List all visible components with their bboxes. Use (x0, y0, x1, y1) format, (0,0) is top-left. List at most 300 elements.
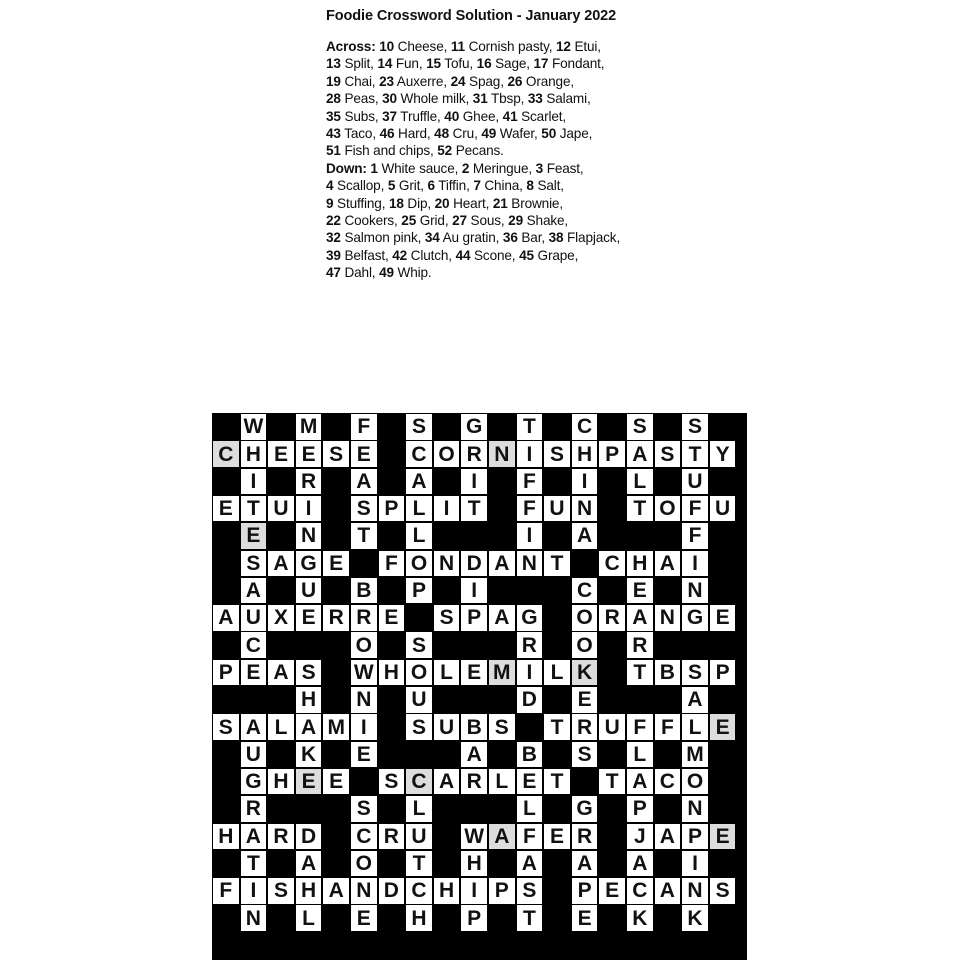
grid-cell: C (406, 441, 432, 467)
grid-cell: N (682, 796, 708, 822)
grid-cell: R (323, 605, 349, 631)
grid-cell: O (351, 632, 377, 658)
grid-cell: H (379, 660, 405, 686)
crossword-grid (212, 413, 747, 960)
grid-cell: L (268, 714, 294, 740)
grid-cell: G (296, 551, 322, 577)
clue-number: 10 (379, 39, 395, 54)
grid-cell: D (517, 687, 543, 713)
grid-cell: B (517, 742, 543, 768)
clue-number: 46 (379, 126, 395, 142)
grid-cell: A (296, 714, 322, 740)
grid-cell: U (682, 469, 708, 495)
grid-cell: H (461, 851, 487, 877)
grid-cell: A (655, 824, 681, 850)
clue-number: 50 (541, 126, 557, 142)
clue-number: 22 (326, 213, 341, 229)
clue-number: 51 (326, 143, 341, 159)
grid-cell: T (544, 769, 570, 795)
clue-number: 47 (326, 265, 341, 281)
grid-cell: R (599, 605, 625, 631)
clue-number: 33 (527, 91, 543, 107)
grid-cell: C (351, 824, 377, 850)
grid-cell: T (544, 714, 570, 740)
grid-cell: D (379, 878, 405, 904)
clue-number: 19 (326, 73, 341, 89)
clue-number: 35 (326, 108, 341, 124)
clue-number: 23 (379, 73, 394, 89)
grid-cell: N (572, 496, 598, 522)
grid-cell: E (241, 523, 267, 549)
grid-cell: P (710, 660, 736, 686)
clue-answer: Cru, (448, 126, 482, 142)
grid-cell: A (489, 824, 515, 850)
grid-cell: L (517, 796, 543, 822)
clue-number: 42 (392, 247, 408, 263)
grid-cell: E (296, 441, 322, 467)
grid-cell: I (517, 523, 543, 549)
grid-cell: H (627, 551, 653, 577)
clue-answer: Jape, (556, 126, 593, 142)
clue-answer: Tofu, (440, 56, 477, 72)
grid-cell: R (517, 632, 543, 658)
grid-cell: N (351, 687, 377, 713)
grid-cell: A (627, 851, 653, 877)
grid-cell: N (296, 523, 322, 549)
grid-cell: B (655, 660, 681, 686)
grid-cell: O (406, 551, 432, 577)
grid-cell: H (572, 441, 598, 467)
grid-cell: E (544, 824, 570, 850)
clue-answer: Truffle, (396, 108, 445, 124)
clue-answer: Ghee, (459, 108, 503, 124)
grid-cell: L (406, 523, 432, 549)
grid-cell: R (461, 441, 487, 467)
grid-cell: S (268, 878, 294, 904)
grid-cell: T (627, 496, 653, 522)
clue-number: 9 (326, 195, 334, 211)
grid-cell: R (572, 824, 598, 850)
clue-answer: Meringue, (469, 160, 536, 176)
grid-cell: M (682, 742, 708, 768)
clue-line (326, 247, 746, 264)
grid-cell: A (434, 769, 460, 795)
grid-cell: F (517, 496, 543, 522)
grid-cell: A (655, 551, 681, 577)
clue-number: 34 (424, 230, 440, 246)
clue-answer: Fun, (392, 56, 427, 72)
grid-cell: A (406, 469, 432, 495)
clue-answer: Scone, (470, 247, 520, 263)
clue-answer: Split, (340, 56, 378, 72)
grid-cell: S (406, 632, 432, 658)
grid-cell: A (241, 714, 267, 740)
clue-number: 17 (533, 56, 549, 72)
grid-cell: M (489, 660, 515, 686)
clue-answer: Spag, (465, 73, 508, 89)
grid-cell: H (213, 824, 239, 850)
grid-cell: S (351, 496, 377, 522)
clue-answer: Bar, (517, 230, 549, 246)
grid-cell: I (682, 551, 708, 577)
grid-cell: E (323, 551, 349, 577)
grid-cell: G (682, 605, 708, 631)
grid-cell: E (461, 660, 487, 686)
clue-answer: Salmon pink, (340, 230, 425, 246)
grid-cell: T (241, 851, 267, 877)
clue-number: 27 (452, 213, 467, 229)
grid-cell: P (627, 796, 653, 822)
clue-answer: Wafer, (496, 126, 542, 142)
grid-cell: I (461, 878, 487, 904)
grid-cell: F (655, 714, 681, 740)
clue-number: 24 (450, 73, 466, 89)
clue-line (326, 195, 746, 212)
grid-cell: W (241, 414, 267, 440)
grid-cell: C (599, 551, 625, 577)
clue-answer: Chai, (340, 73, 380, 89)
grid-cell: C (627, 878, 653, 904)
grid-cell: S (406, 714, 432, 740)
clue-number: 6 (427, 178, 435, 194)
grid-cell: R (461, 769, 487, 795)
clue-number: 18 (388, 195, 404, 211)
clue-number: 4 (326, 178, 334, 194)
grid-cell: S (213, 714, 239, 740)
grid-cell: E (241, 660, 267, 686)
clue-answer: Fondant, (548, 56, 605, 72)
grid-cell: A (517, 851, 543, 877)
grid-cell: L (406, 496, 432, 522)
grid-cell: R (241, 796, 267, 822)
clue-number: 1 (370, 160, 378, 176)
grid-cell: C (406, 769, 432, 795)
grid-cell: N (489, 441, 515, 467)
grid-cell: O (572, 632, 598, 658)
clue-number: Down: (326, 160, 371, 176)
grid-cell: P (213, 660, 239, 686)
grid-cell: M (296, 414, 322, 440)
grid-cell: S (572, 742, 598, 768)
grid-cell: A (241, 824, 267, 850)
solution-text-block (326, 6, 746, 282)
grid-cell: N (682, 878, 708, 904)
grid-cell: A (241, 578, 267, 604)
grid-cell: S (682, 660, 708, 686)
grid-cell: C (655, 769, 681, 795)
grid-cell: R (268, 824, 294, 850)
clue-number: 40 (444, 108, 460, 124)
grid-cell: E (517, 769, 543, 795)
grid-cell: U (434, 714, 460, 740)
grid-cell: G (461, 414, 487, 440)
grid-cell: G (572, 796, 598, 822)
clue-answer: Au gratin, (439, 230, 503, 246)
grid-cell: E (213, 496, 239, 522)
grid-cell: G (517, 605, 543, 631)
clue-answer: Cookers, (340, 213, 402, 229)
clue-number: 11 (450, 39, 465, 54)
clue-answer: Hard, (394, 126, 435, 142)
grid-cell: S (434, 605, 460, 631)
clue-line (326, 264, 746, 281)
grid-cell: U (406, 687, 432, 713)
grid-cell: L (627, 742, 653, 768)
grid-cell: N (682, 578, 708, 604)
clue-line (326, 38, 746, 55)
clue-answer: Salt, (533, 178, 564, 194)
puzzle-title: Foodie Crossword Solution - January 2022 (326, 8, 617, 24)
clue-number: 29 (508, 213, 523, 229)
grid-cell: E (710, 824, 736, 850)
grid-cell: I (517, 441, 543, 467)
grid-cell: H (406, 905, 432, 931)
clue-number: Across: (326, 39, 380, 54)
clue-number: 7 (473, 178, 481, 194)
clue-number: 13 (326, 56, 341, 72)
grid-cell: O (655, 496, 681, 522)
clue-answer: China, (480, 178, 527, 194)
grid-cell: N (655, 605, 681, 631)
clue-answer: Pecans. (452, 143, 504, 159)
grid-cell: X (268, 605, 294, 631)
clue-answer: Cheese, (394, 39, 451, 54)
clue-answer: Heart, (449, 195, 493, 211)
grid-cell: T (682, 441, 708, 467)
grid-cell: W (461, 824, 487, 850)
grid-cell: T (517, 905, 543, 931)
grid-cell: W (351, 660, 377, 686)
clue-number: 15 (426, 56, 441, 72)
clue-line (326, 160, 746, 177)
clue-number: 36 (502, 230, 518, 246)
grid-cell: S (406, 414, 432, 440)
grid-cell: E (710, 605, 736, 631)
grid-cell: A (572, 523, 598, 549)
grid-cell: I (517, 660, 543, 686)
grid-cell: H (296, 687, 322, 713)
clue-answer: White sauce, (377, 160, 462, 176)
grid-cell: I (434, 496, 460, 522)
grid-cell: T (599, 769, 625, 795)
clue-answer: Salami, (542, 91, 591, 107)
grid-cell: K (682, 905, 708, 931)
grid-cell: E (351, 905, 377, 931)
grid-cell: A (627, 605, 653, 631)
grid-cell: F (213, 878, 239, 904)
clue-number: 30 (382, 91, 397, 107)
clue-number: 25 (401, 213, 417, 229)
clue-number: 2 (461, 160, 470, 176)
grid-cell: T (517, 414, 543, 440)
grid-cell: S (323, 441, 349, 467)
clue-number: 31 (472, 91, 488, 107)
grid-cell: K (296, 742, 322, 768)
grid-cell: S (682, 414, 708, 440)
grid-cell: C (572, 414, 598, 440)
grid-cell: F (517, 824, 543, 850)
clue-number: 21 (492, 195, 508, 211)
grid-cell: R (351, 605, 377, 631)
clue-number: 8 (526, 178, 534, 194)
grid-cell: E (572, 687, 598, 713)
grid-cell: S (710, 878, 736, 904)
grid-cell: K (627, 905, 653, 931)
grid-cell: I (461, 578, 487, 604)
grid-cell: R (627, 632, 653, 658)
clue-answer: Subs, (340, 108, 383, 124)
clue-line (326, 212, 746, 229)
grid-cell: E (572, 905, 598, 931)
clue-answer: Clutch, (407, 247, 456, 263)
grid-cell: A (213, 605, 239, 631)
grid-cell: C (406, 878, 432, 904)
grid-cell: M (323, 714, 349, 740)
grid-cell: H (296, 878, 322, 904)
grid-cell: P (461, 905, 487, 931)
clue-number: 43 (326, 126, 341, 142)
grid-cell: C (241, 632, 267, 658)
grid-cell: R (296, 469, 322, 495)
grid-cell: L (682, 714, 708, 740)
grid-cell: A (489, 605, 515, 631)
clue-answer: Cornish pasty, (464, 39, 556, 54)
grid-cell: S (379, 769, 405, 795)
grid-cell: H (241, 441, 267, 467)
grid-cell: U (268, 496, 294, 522)
grid-cell: L (296, 905, 322, 931)
clue-line (326, 55, 746, 72)
grid-cell: A (572, 851, 598, 877)
grid-cell: U (406, 824, 432, 850)
grid-cell: B (351, 578, 377, 604)
grid-cell: I (351, 714, 377, 740)
grid-cell: S (351, 796, 377, 822)
grid-cell: P (682, 824, 708, 850)
clue-answer: Belfast, (340, 247, 393, 263)
grid-cell: U (296, 578, 322, 604)
clue-number: 37 (382, 108, 397, 124)
clue-number: 44 (455, 247, 471, 263)
grid-cell: E (351, 441, 377, 467)
grid-cell: F (351, 414, 377, 440)
grid-cell: U (241, 742, 267, 768)
clue-answer: Flapjack, (563, 230, 621, 246)
grid-cell: A (682, 687, 708, 713)
grid-cell: I (241, 469, 267, 495)
clue-answer: Etui, (570, 39, 601, 54)
grid-cell: O (572, 605, 598, 631)
grid-cell: I (572, 469, 598, 495)
clue-number: 52 (437, 143, 453, 159)
grid-cell: J (627, 824, 653, 850)
clue-answer: Orange, (522, 73, 574, 89)
grid-cell: T (461, 496, 487, 522)
grid-cell: T (351, 523, 377, 549)
clue-answer: Whip. (393, 265, 432, 281)
clue-number: 49 (481, 126, 497, 142)
clue-number: 41 (502, 108, 518, 124)
grid-cell: F (379, 551, 405, 577)
grid-cell: I (461, 469, 487, 495)
grid-cell: Y (710, 441, 736, 467)
grid-cell: P (599, 441, 625, 467)
grid-cell: E (268, 441, 294, 467)
clue-answer: Shake, (523, 213, 569, 229)
grid-cell: C (572, 578, 598, 604)
clue-answer: Grit, (395, 178, 428, 194)
clue-number: 20 (434, 195, 450, 211)
clue-number: 39 (326, 247, 341, 263)
clue-number: 26 (507, 73, 523, 89)
clue-number: 45 (519, 247, 534, 263)
grid-cell: S (627, 414, 653, 440)
grid-cell: A (627, 441, 653, 467)
clue-line (326, 73, 746, 90)
grid-cell: U (241, 605, 267, 631)
clue-number: 5 (387, 178, 396, 194)
grid-cell: E (379, 605, 405, 631)
clue-answer: Peas, (340, 91, 383, 107)
grid-cell: T (241, 496, 267, 522)
clue-answer: Stuffing, (333, 195, 389, 211)
grid-cell: E (599, 878, 625, 904)
clue-answer: Scarlet, (517, 108, 566, 124)
grid-cell: N (434, 551, 460, 577)
grid-cell: L (627, 469, 653, 495)
grid-cell: O (406, 660, 432, 686)
grid-cell: N (517, 551, 543, 577)
grid-cell: E (351, 742, 377, 768)
grid-cell: E (296, 605, 322, 631)
clue-number: 38 (548, 230, 564, 246)
grid-cell: T (627, 660, 653, 686)
clue-line (326, 90, 746, 107)
clue-line (326, 177, 746, 194)
grid-cell: H (434, 878, 460, 904)
grid-cell: A (461, 742, 487, 768)
grid-cell: O (682, 769, 708, 795)
grid-cell: A (489, 551, 515, 577)
grid-cell: U (599, 714, 625, 740)
clue-answer: Brownie, (507, 195, 563, 211)
grid-cell: S (655, 441, 681, 467)
grid-cell: O (351, 851, 377, 877)
clue-number: 48 (434, 126, 449, 142)
grid-cell: P (406, 578, 432, 604)
grid-cell: H (268, 769, 294, 795)
grid-cell: E (710, 714, 736, 740)
grid-cell: S (241, 551, 267, 577)
grid-cell: P (572, 878, 598, 904)
clue-answer: Sage, (491, 56, 534, 72)
grid-cell: L (544, 660, 570, 686)
grid-cell: A (655, 878, 681, 904)
grid-cell: L (406, 796, 432, 822)
grid-cell: L (434, 660, 460, 686)
clue-answer: Fish and chips, (340, 143, 438, 159)
clue-number: 28 (326, 91, 341, 107)
grid-cell: E (627, 578, 653, 604)
grid-cell: E (323, 769, 349, 795)
clue-answer: Grape, (533, 247, 579, 263)
clue-number: 16 (476, 56, 492, 72)
grid-cell: O (434, 441, 460, 467)
grid-cell: A (296, 851, 322, 877)
grid-cell: N (351, 878, 377, 904)
grid-cell: R (572, 714, 598, 740)
grid-cell: A (323, 878, 349, 904)
